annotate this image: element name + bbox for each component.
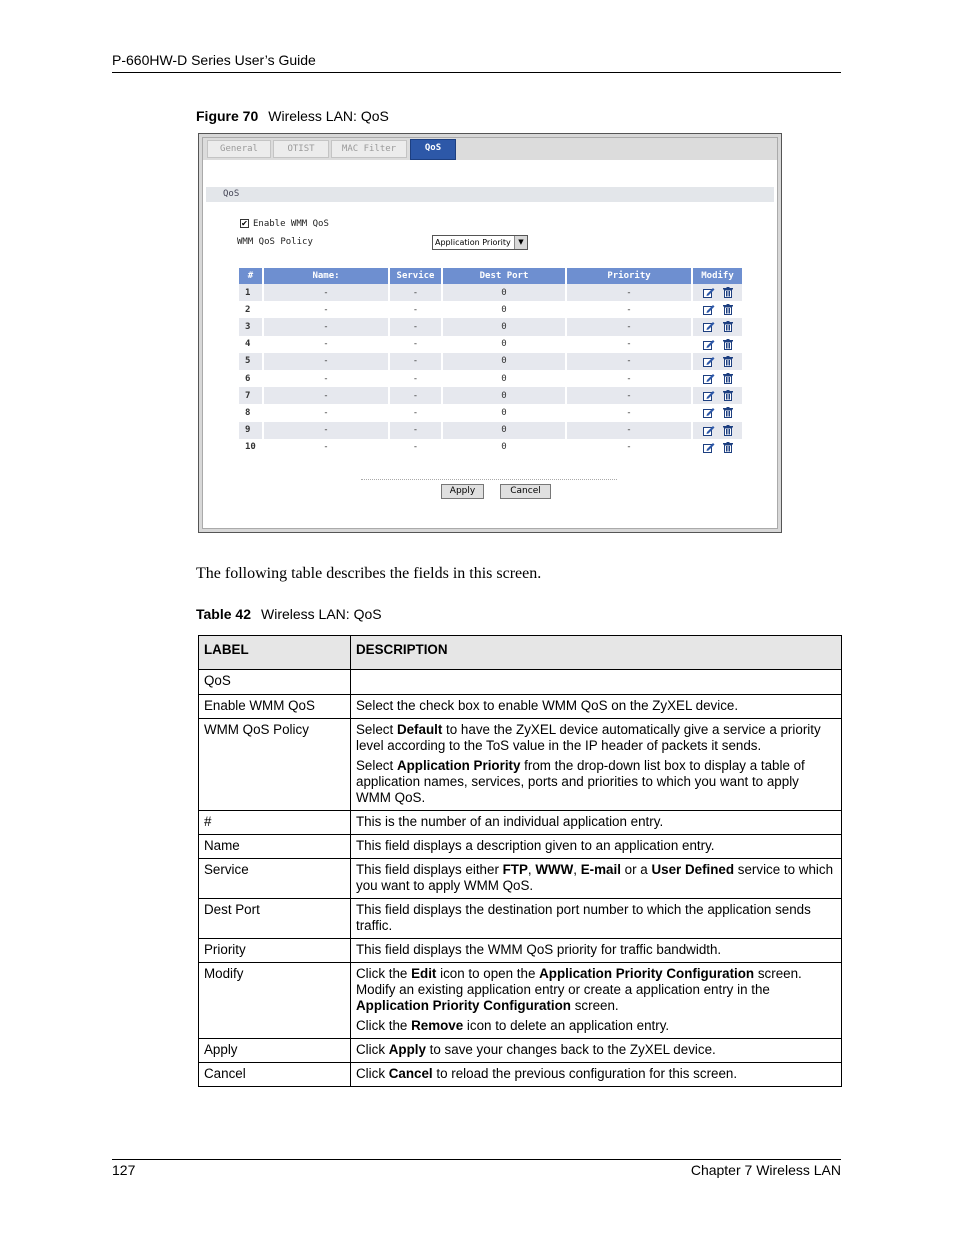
- figure-caption: [196, 108, 389, 124]
- header-rule: [112, 72, 841, 73]
- policy-select-value: Application Priority: [435, 238, 511, 247]
- table-row: [239, 387, 742, 404]
- row-modify: [693, 370, 742, 387]
- row-name: -: [264, 387, 388, 404]
- row-priority: -: [626, 339, 632, 350]
- description-text: screen. Modify an existing application entry or create a application entry in the: [356, 966, 802, 997]
- intro-text: The following table describes the fields in this screen.: [196, 565, 542, 582]
- field-description: [351, 835, 842, 859]
- description-paragraph: [356, 814, 836, 830]
- figure-label: Figure 70: [196, 108, 259, 124]
- description-text: to save your changes back to the ZyXEL device.: [425, 1042, 716, 1057]
- qos-table: [237, 268, 744, 456]
- policy-label: WMM QoS Policy: [237, 237, 313, 247]
- row-priority: -: [626, 373, 632, 384]
- row-service: -: [390, 284, 441, 301]
- field-label: #: [199, 811, 351, 835]
- edit-icon[interactable]: [703, 356, 715, 367]
- description-paragraph: [356, 1042, 836, 1058]
- tab-mac-filter[interactable]: MAC Filter: [331, 140, 407, 158]
- row-name: -: [264, 318, 388, 335]
- table-row: [199, 859, 842, 899]
- page-number: 127: [112, 1162, 136, 1178]
- description-text: Select: [356, 758, 397, 773]
- field-label: Apply: [199, 1039, 351, 1063]
- trash-icon[interactable]: [723, 390, 733, 401]
- divider: [361, 479, 617, 480]
- description-text: ,: [573, 862, 581, 877]
- row-dest-port: 0: [501, 339, 507, 350]
- col-name: Name:: [264, 268, 388, 284]
- tab-bar: [203, 138, 777, 160]
- trash-icon[interactable]: [723, 356, 733, 367]
- trash-icon[interactable]: [723, 287, 733, 298]
- row-priority: -: [626, 407, 632, 418]
- bold-term: Remove: [411, 1018, 464, 1033]
- description-heading: DESCRIPTION: [351, 636, 842, 670]
- cancel-button[interactable]: Cancel: [500, 484, 551, 499]
- row-service: -: [390, 422, 441, 439]
- table-row: [199, 1063, 842, 1087]
- policy-select[interactable]: [432, 235, 528, 250]
- table-title: Wireless LAN: QoS: [261, 606, 382, 622]
- description-paragraph: [356, 942, 836, 958]
- row-service: -: [390, 318, 441, 335]
- field-label: Enable WMM QoS: [199, 695, 351, 719]
- row-name: -: [264, 422, 388, 439]
- col-service: Service: [390, 268, 441, 284]
- row-name: -: [323, 442, 329, 453]
- row-number: 4: [245, 339, 251, 350]
- edit-icon[interactable]: [703, 373, 715, 384]
- description-text: This field displays the destination port number to which the application sends traffic.: [356, 902, 811, 933]
- row-number: 9: [239, 422, 262, 439]
- row-service: -: [412, 304, 419, 315]
- row-number: 3: [239, 318, 262, 335]
- bold-term: Apply: [388, 1042, 426, 1057]
- edit-icon[interactable]: [703, 425, 715, 436]
- col-dest-port: Dest Port: [443, 268, 565, 284]
- tab-general[interactable]: General: [207, 140, 271, 158]
- figure-title: Wireless LAN: QoS: [268, 108, 389, 124]
- row-modify: [693, 301, 742, 318]
- description-text: Click the: [356, 966, 412, 981]
- tab-qos[interactable]: QoS: [410, 139, 456, 160]
- bold-term: Application Priority Configuration: [539, 966, 755, 981]
- description-table-header: [199, 636, 842, 670]
- field-label: Priority: [199, 939, 351, 963]
- table-row: [239, 284, 742, 301]
- row-number: 2: [245, 304, 251, 315]
- description-table: [198, 635, 842, 1087]
- qos-screenshot: [198, 133, 782, 533]
- row-dest-port: 0: [443, 353, 565, 370]
- table-row: [239, 439, 742, 456]
- field-label: QoS: [199, 670, 351, 695]
- apply-button[interactable]: Apply: [441, 484, 484, 499]
- row-modify: [693, 439, 742, 456]
- row-dest-port: 0: [501, 373, 507, 384]
- row-name: -: [323, 373, 329, 384]
- row-dest-port: 0: [443, 318, 565, 335]
- description-text: This field displays a description given to an application entry.: [356, 838, 715, 853]
- screenshot-content: [202, 137, 778, 529]
- edit-icon[interactable]: [703, 390, 715, 401]
- enable-wmm-checkbox[interactable]: ✔: [241, 219, 248, 228]
- description-text: screen.: [571, 998, 619, 1013]
- description-paragraph: [356, 1018, 836, 1034]
- row-number: 10: [245, 442, 256, 453]
- row-name: -: [264, 353, 388, 370]
- bold-term: WWW: [535, 862, 574, 877]
- table-row: [199, 835, 842, 859]
- row-name: -: [323, 339, 329, 350]
- field-description: [351, 670, 842, 695]
- edit-icon[interactable]: [703, 304, 715, 315]
- table-row: [239, 301, 742, 318]
- bold-term: Default: [396, 722, 443, 737]
- description-text: This field displays the WMM QoS priority for traffic bandwidth.: [356, 942, 722, 957]
- row-dest-port: 0: [501, 407, 507, 418]
- description-paragraph: [356, 902, 836, 934]
- trash-icon[interactable]: [723, 321, 733, 332]
- row-modify: [693, 284, 742, 301]
- field-description: [351, 859, 842, 899]
- field-label: WMM QoS Policy: [199, 719, 351, 811]
- bold-term: Application Priority: [396, 758, 521, 773]
- row-dest-port: 0: [443, 284, 565, 301]
- bold-term: User Defined: [651, 862, 735, 877]
- row-number: 6: [245, 373, 251, 384]
- row-service: -: [412, 442, 419, 453]
- footer-rule: [112, 1159, 841, 1160]
- description-paragraph: [356, 1066, 836, 1082]
- table-row: [199, 899, 842, 939]
- field-label: Dest Port: [199, 899, 351, 939]
- row-modify: [693, 387, 742, 404]
- field-description: [351, 719, 842, 811]
- table-row: [199, 670, 842, 695]
- description-text: to have the ZyXEL device automatically give a service a priority level according to the ToS value in the IP header of packets it sends.: [356, 722, 821, 753]
- row-dest-port: 0: [443, 387, 565, 404]
- row-priority: -: [626, 304, 632, 315]
- table-row: [239, 353, 742, 370]
- edit-icon[interactable]: [703, 407, 715, 418]
- trash-icon[interactable]: [723, 425, 733, 436]
- col-modify: Modify: [693, 268, 742, 284]
- description-text: service to which you want to apply WMM QoS.: [356, 862, 834, 893]
- description-text: ,: [527, 862, 536, 877]
- row-modify: [693, 318, 742, 335]
- row-service: -: [390, 353, 441, 370]
- row-modify: [693, 336, 742, 353]
- edit-icon[interactable]: [703, 442, 715, 453]
- row-priority: -: [626, 442, 632, 453]
- label-heading: LABEL: [199, 636, 351, 670]
- table-row: [239, 404, 742, 421]
- description-text: icon to delete an application entry.: [463, 1018, 670, 1033]
- row-number: 7: [239, 387, 262, 404]
- description-text: Select the check box to enable WMM QoS on the ZyXEL device.: [356, 698, 739, 713]
- description-text: This field displays either: [356, 862, 503, 877]
- field-label: Cancel: [199, 1063, 351, 1087]
- description-paragraph: [356, 758, 836, 806]
- description-text: Click the: [356, 1018, 412, 1033]
- row-modify: [693, 353, 742, 370]
- row-number: 5: [239, 353, 262, 370]
- field-label: Name: [199, 835, 351, 859]
- qos-table-header: [239, 268, 742, 284]
- table-row: [239, 370, 742, 387]
- table-row: [239, 336, 742, 353]
- row-name: -: [323, 407, 329, 418]
- description-paragraph: [356, 838, 836, 854]
- bold-term: Edit: [411, 966, 437, 981]
- chapter-title: Chapter 7 Wireless LAN: [690, 1162, 841, 1178]
- row-modify: [693, 422, 742, 439]
- edit-icon[interactable]: [703, 339, 715, 350]
- trash-icon[interactable]: [723, 407, 733, 418]
- field-label: Modify: [199, 963, 351, 1039]
- trash-icon[interactable]: [723, 304, 733, 315]
- table-row: [199, 1039, 842, 1063]
- row-dest-port: 0: [501, 442, 507, 453]
- chevron-down-icon[interactable]: ▼: [514, 236, 527, 249]
- field-description: [351, 939, 842, 963]
- table-row: [199, 811, 842, 835]
- description-text: Click: [356, 1042, 389, 1057]
- tab-otist[interactable]: OTIST: [273, 140, 329, 158]
- trash-icon[interactable]: [723, 339, 733, 350]
- table-row: [239, 422, 742, 439]
- col-priority: Priority: [567, 268, 691, 284]
- table-row: [199, 939, 842, 963]
- description-paragraph: [356, 862, 836, 894]
- description-text: Click: [356, 1066, 389, 1081]
- field-description: [351, 963, 842, 1039]
- description-text: to reload the previous configuration for this screen.: [432, 1066, 738, 1081]
- row-service: -: [412, 407, 419, 418]
- description-text: or a: [620, 862, 652, 877]
- table-row: [239, 318, 742, 335]
- enable-wmm-label: Enable WMM QoS: [253, 219, 329, 229]
- bold-term: E-mail: [580, 862, 621, 877]
- description-text: icon to open the: [436, 966, 540, 981]
- row-priority: -: [567, 422, 691, 439]
- trash-icon[interactable]: [723, 442, 733, 453]
- edit-icon[interactable]: [703, 287, 715, 298]
- edit-icon[interactable]: [703, 321, 715, 332]
- row-priority: -: [567, 387, 691, 404]
- table-row: [199, 963, 842, 1039]
- section-title: QoS: [206, 187, 774, 202]
- field-label: Service: [199, 859, 351, 899]
- col-number: #: [239, 268, 262, 284]
- field-description: [351, 695, 842, 719]
- row-number: 1: [239, 284, 262, 301]
- row-dest-port: 0: [443, 422, 565, 439]
- description-text: Select: [356, 722, 397, 737]
- field-description: [351, 811, 842, 835]
- field-description: [351, 899, 842, 939]
- description-paragraph: [356, 698, 836, 714]
- row-service: -: [390, 387, 441, 404]
- row-number: 8: [245, 407, 251, 418]
- description-paragraph: [356, 966, 836, 1014]
- field-description: [351, 1039, 842, 1063]
- row-name: -: [264, 284, 388, 301]
- trash-icon[interactable]: [723, 373, 733, 384]
- table-caption: [196, 606, 382, 622]
- bold-term: Cancel: [388, 1066, 433, 1081]
- table-label: Table 42: [196, 606, 251, 622]
- row-service: -: [412, 373, 419, 384]
- description-text: from the drop-down list box to display a table of application names, services, ports and priorities to which you want to apply WMM QoS.: [356, 758, 805, 805]
- field-description: [351, 1063, 842, 1087]
- description-text: This is the number of an individual application entry.: [356, 814, 664, 829]
- row-priority: -: [567, 318, 691, 335]
- row-service: -: [412, 339, 419, 350]
- row-dest-port: 0: [501, 304, 507, 315]
- row-priority: -: [567, 353, 691, 370]
- bold-term: Application Priority Configuration: [356, 998, 571, 1013]
- table-row: [199, 719, 842, 811]
- row-name: -: [323, 304, 329, 315]
- bold-term: FTP: [502, 862, 528, 877]
- table-row: [199, 695, 842, 719]
- running-header: P-660HW-D Series User’s Guide: [112, 52, 316, 68]
- row-priority: -: [567, 284, 691, 301]
- row-modify: [693, 404, 742, 421]
- description-paragraph: [356, 722, 836, 754]
